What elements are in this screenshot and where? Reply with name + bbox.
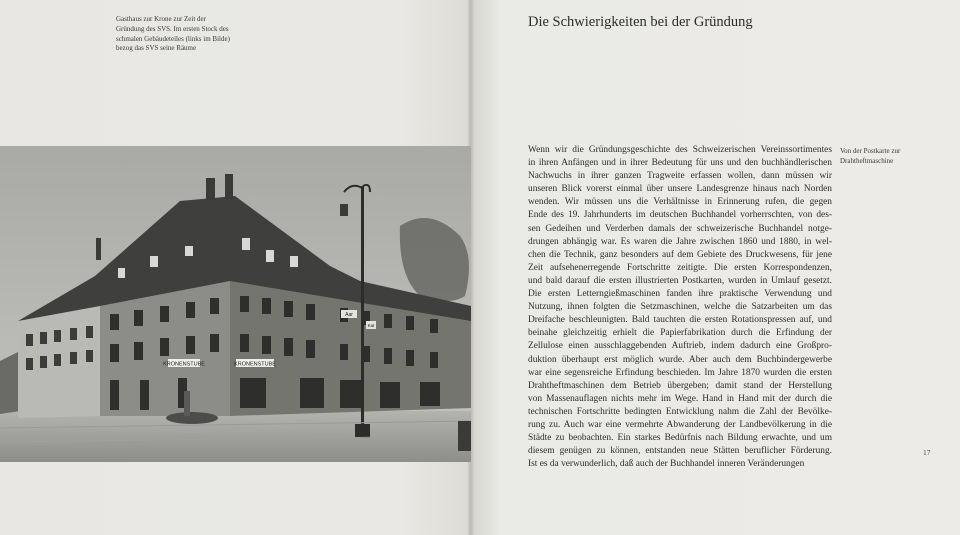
caption-line: schmalen Gebäudeteiles (links im Bilde) [116, 34, 230, 43]
body-line: in ihren Anfängen und in ihrer Bedeutung für uns und den buchhändlerischen [528, 158, 832, 169]
body-line: sen Gedeihen und Verderben damals der schweizerische Buchhandel notge- [528, 223, 832, 234]
margin-note [840, 147, 930, 167]
photo-caption [116, 15, 246, 54]
body-line: technischen Fortschritte bedingten Entwicklung nahm die Zahl der Bevölke- [528, 406, 832, 417]
body-line: duktion überhaupt erst möglich wurde. Aber auch dem Buchbindergewerbe [528, 354, 832, 365]
margin-note-line: Von der Postkarte zur [840, 147, 901, 155]
page-number: 17 [923, 448, 931, 457]
body-line: von Massenauflagen nichts mehr im Wege. Hand in Hand mit der durch die [528, 393, 832, 404]
margin-note-line: Drahtheftmaschine [840, 156, 894, 165]
body-line: Drahtheftmaschinen dem Betrieb übergeben; damit stand der Herstellung [528, 380, 832, 391]
krone-sign-upper: KRONENSTUBE [234, 361, 276, 368]
small-sign: Kat [367, 323, 375, 328]
body-line: und bald darauf die ersten illustrierten Postkarten, wurden in Umlauf gesetzt. [528, 275, 832, 286]
body-line: beinahe gleichzeitig erhielt die Papierfabrikation durch die Erfindung der [528, 328, 832, 339]
body-line: Ende des 19. Jahrhunderts im deutschen Buchhandel vorherrschten, von des- [528, 210, 832, 221]
caption-line: bezog das SVS seine Räume [116, 44, 197, 53]
body-line: Die ersten Letterngießmaschinen fanden ihre praktische Verwendung und [528, 289, 832, 300]
caption-line: Gründung des SVS. Im ersten Stock des [116, 24, 229, 33]
body-line: diesem genügen zu können, entstanden neue Stätten beruflicher Förderung. [528, 446, 832, 457]
body-line: Wenn wir die Gründungsgeschichte des Schweizerischen Vereinssortimentes [528, 145, 832, 155]
body-line: war eine segensreiche Erfindung beschieden. Im Jahre 1870 wurden die ersten [528, 367, 832, 378]
body-line: unseren Blick vorerst einmal über unsere Landesgrenze hinaus nach Norden [528, 184, 832, 195]
body-line: drungen abhängig war. Es waren die Jahre zwischen 1860 und 1880, in wel- [528, 236, 832, 247]
caption-line: Gasthaus zur Krone zur Zeit der [116, 15, 206, 23]
body-line: chen die Technik, ganz besonders auf dem Gebiete des Druckwesens, für jene [528, 249, 832, 260]
body-line: wenden. Wir müssen uns die Verhältnisse in Erinnerung rufen, die gegen [528, 197, 832, 208]
body-line: Nachwuchs in ihrer ganzen Tragweite erfassen wollen, dann müssen wir [528, 171, 832, 182]
body-line: Dreifache beschleunigten. Bald tauchten die ersten Rotationspressen auf, und [528, 315, 832, 326]
krone-sign-lower: KRONENSTUBE [163, 361, 205, 368]
body-paragraph [528, 144, 832, 471]
body-line: Zellulose einen ausschlaggebenden Auftrieb, indem dadurch eine Großpro- [528, 341, 832, 352]
historic-photo-gasthaus-krone [0, 146, 471, 462]
body-line: rung zu. Auch war eine vermehrte Abwanderung der Landbevölkerung in die [528, 419, 832, 430]
body-line: Ist es da verwunderlich, daß auch der Buchhandel inneren Veränderungen [528, 459, 805, 470]
body-line: Städte zu beobachten. Ein starkes Bedürfnis nach Bildung erwachte, und um [528, 433, 832, 444]
body-line: Nutzung, ihnen folgten die Setzmaschinen, welche die Satzarbeiten um das [528, 302, 832, 313]
street-sign: Aar [345, 312, 353, 318]
chapter-title: Die Schwierigkeiten bei der Gründung [528, 14, 753, 30]
body-line: Zeit aufsehenerregende Fortschritte zeitigte. Die ersten Korrespondenzen, [528, 262, 832, 273]
